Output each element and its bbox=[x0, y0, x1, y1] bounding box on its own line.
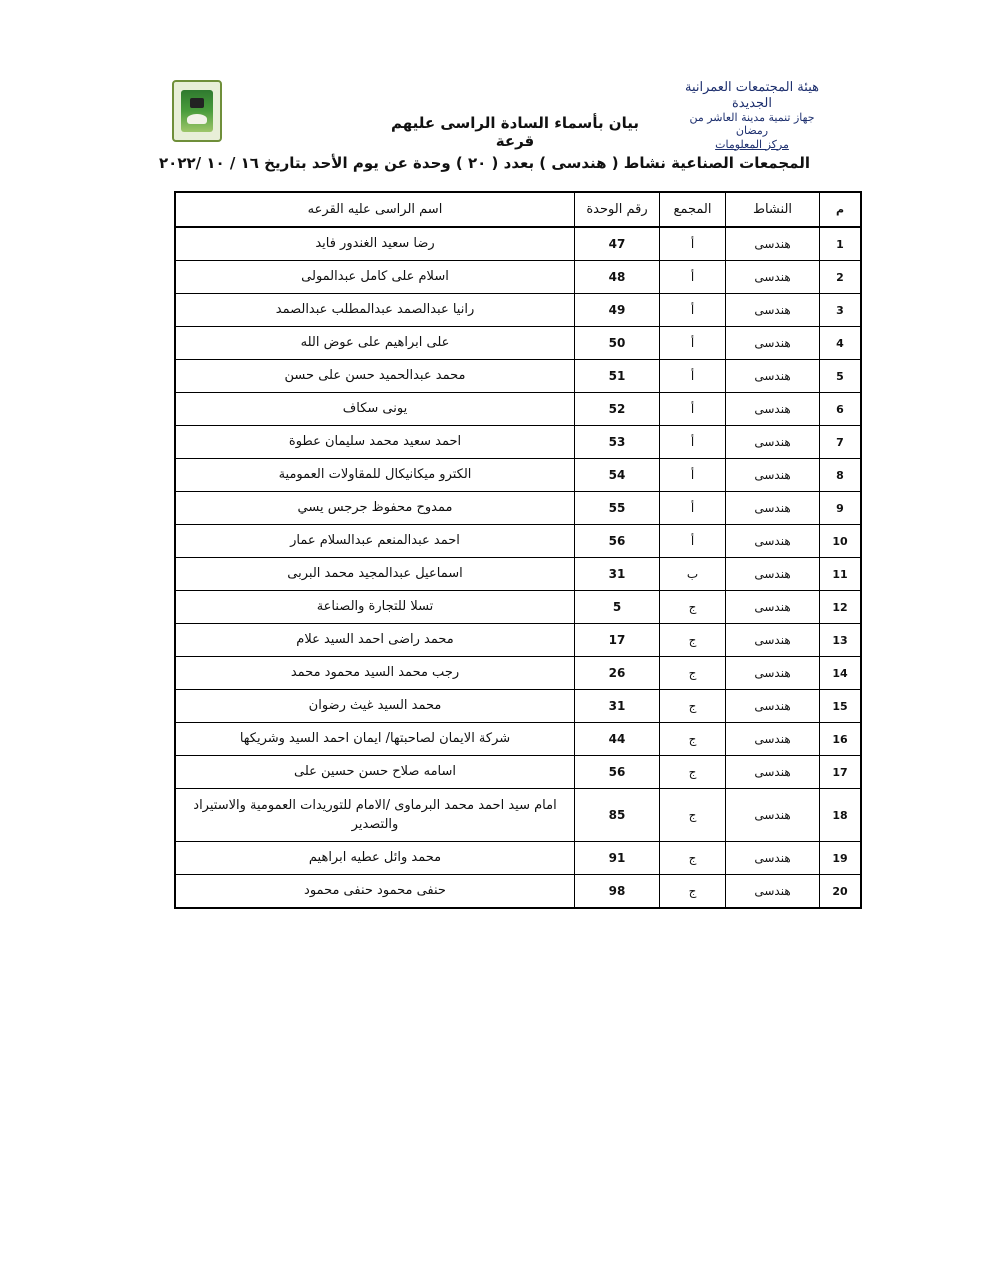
row-winner-name: شركة الايمان لصاحبتها/ ايمان احمد السيد وشريكها bbox=[175, 723, 575, 756]
row-winner-name: اسامه صلاح حسن حسين على bbox=[175, 756, 575, 789]
row-complex: ج bbox=[660, 875, 726, 909]
table-row bbox=[175, 723, 861, 756]
row-winner-name: محمد وائل عطيه ابراهيم bbox=[175, 842, 575, 875]
row-activity: هندسى bbox=[726, 558, 820, 591]
row-activity: هندسى bbox=[726, 591, 820, 624]
row-complex: ج bbox=[660, 723, 726, 756]
table-row bbox=[175, 227, 861, 261]
table-row bbox=[175, 294, 861, 327]
row-activity: هندسى bbox=[726, 789, 820, 842]
row-activity: هندسى bbox=[726, 842, 820, 875]
row-winner-name: اسلام على كامل عبدالمولى bbox=[175, 261, 575, 294]
row-activity: هندسى bbox=[726, 492, 820, 525]
table-row bbox=[175, 842, 861, 875]
row-activity: هندسى bbox=[726, 723, 820, 756]
row-complex: أ bbox=[660, 227, 726, 261]
row-index: 4 bbox=[820, 327, 862, 360]
row-unit-number: 31 bbox=[575, 558, 660, 591]
org-department: مركز المعلومات bbox=[715, 137, 789, 151]
row-complex: ج bbox=[660, 657, 726, 690]
row-index: 16 bbox=[820, 723, 862, 756]
row-unit-number: 52 bbox=[575, 393, 660, 426]
row-winner-name: امام سيد احمد محمد البرماوى /الامام للتوريدات العمومية والاستيراد والتصدير bbox=[175, 789, 575, 842]
table-row bbox=[175, 426, 861, 459]
row-complex: أ bbox=[660, 294, 726, 327]
row-complex: أ bbox=[660, 525, 726, 558]
row-index: 3 bbox=[820, 294, 862, 327]
row-complex: أ bbox=[660, 426, 726, 459]
row-unit-number: 98 bbox=[575, 875, 660, 909]
row-activity: هندسى bbox=[726, 294, 820, 327]
org-name: هيئة المجتمعات العمرانية الجديدة bbox=[685, 80, 819, 111]
row-winner-name: رضا سعيد الغندور فايد bbox=[175, 227, 575, 261]
table-row bbox=[175, 789, 861, 842]
row-index: 19 bbox=[820, 842, 862, 875]
row-unit-number: 44 bbox=[575, 723, 660, 756]
header-index: م bbox=[820, 192, 862, 227]
row-index: 20 bbox=[820, 875, 862, 909]
row-unit-number: 54 bbox=[575, 459, 660, 492]
row-winner-name: احمد عبدالمنعم عبدالسلام عمار bbox=[175, 525, 575, 558]
row-activity: هندسى bbox=[726, 690, 820, 723]
row-index: 5 bbox=[820, 360, 862, 393]
row-complex: أ bbox=[660, 393, 726, 426]
logo-emblem-icon bbox=[181, 90, 213, 132]
row-index: 13 bbox=[820, 624, 862, 657]
header-activity: النشاط bbox=[726, 192, 820, 227]
row-complex: ج bbox=[660, 690, 726, 723]
row-activity: هندسى bbox=[726, 360, 820, 393]
row-complex: ج bbox=[660, 624, 726, 657]
row-winner-name: يونى سكاف bbox=[175, 393, 575, 426]
row-unit-number: 85 bbox=[575, 789, 660, 842]
table-row bbox=[175, 492, 861, 525]
row-index: 18 bbox=[820, 789, 862, 842]
row-unit-number: 5 bbox=[575, 591, 660, 624]
row-unit-number: 31 bbox=[575, 690, 660, 723]
row-index: 11 bbox=[820, 558, 862, 591]
row-complex: ج bbox=[660, 789, 726, 842]
row-activity: هندسى bbox=[726, 227, 820, 261]
row-winner-name: احمد سعيد محمد سليمان عطوة bbox=[175, 426, 575, 459]
row-activity: هندسى bbox=[726, 261, 820, 294]
row-winner-name: محمد راضى احمد السيد علام bbox=[175, 624, 575, 657]
row-activity: هندسى bbox=[726, 756, 820, 789]
row-complex: ج bbox=[660, 591, 726, 624]
header-complex: المجمع bbox=[660, 192, 726, 227]
row-unit-number: 26 bbox=[575, 657, 660, 690]
row-index: 1 bbox=[820, 227, 862, 261]
row-winner-name: محمد السيد غيث رضوان bbox=[175, 690, 575, 723]
header-winner-name: اسم الراسى عليه القرعه bbox=[175, 192, 575, 227]
header-unit-number: رقم الوحدة bbox=[575, 192, 660, 227]
table-header-row bbox=[175, 192, 861, 227]
row-unit-number: 56 bbox=[575, 756, 660, 789]
row-winner-name: حنفى محمود حنفى محمود bbox=[175, 875, 575, 909]
row-index: 6 bbox=[820, 393, 862, 426]
row-activity: هندسى bbox=[726, 875, 820, 909]
table-row bbox=[175, 459, 861, 492]
row-winner-name: ممدوح محفوظ جرجس يسي bbox=[175, 492, 575, 525]
table-row bbox=[175, 327, 861, 360]
row-index: 7 bbox=[820, 426, 862, 459]
row-winner-name: تسلا للتجارة والصناعة bbox=[175, 591, 575, 624]
row-index: 12 bbox=[820, 591, 862, 624]
table-row bbox=[175, 657, 861, 690]
row-winner-name: اسماعيل عبدالمجيد محمد البربى bbox=[175, 558, 575, 591]
row-activity: هندسى bbox=[726, 657, 820, 690]
row-complex: أ bbox=[660, 327, 726, 360]
row-unit-number: 47 bbox=[575, 227, 660, 261]
row-index: 14 bbox=[820, 657, 862, 690]
row-complex: أ bbox=[660, 459, 726, 492]
row-activity: هندسى bbox=[726, 624, 820, 657]
row-unit-number: 49 bbox=[575, 294, 660, 327]
row-activity: هندسى bbox=[726, 426, 820, 459]
row-unit-number: 56 bbox=[575, 525, 660, 558]
row-complex: ب bbox=[660, 558, 726, 591]
row-index: 17 bbox=[820, 756, 862, 789]
row-index: 15 bbox=[820, 690, 862, 723]
page-subtitle: المجمعات الصناعية نشاط ( هندسى ) بعدد ( ٢٠ ) وحدة عن يوم الأحد بتاريخ ١٦ / ١٠ /٢٠٢٢ bbox=[159, 154, 810, 172]
table-row bbox=[175, 360, 861, 393]
row-unit-number: 17 bbox=[575, 624, 660, 657]
table-row bbox=[175, 261, 861, 294]
table-row bbox=[175, 525, 861, 558]
row-winner-name: رجب محمد السيد محمود محمد bbox=[175, 657, 575, 690]
row-complex: ج bbox=[660, 842, 726, 875]
row-complex: أ bbox=[660, 261, 726, 294]
row-index: 8 bbox=[820, 459, 862, 492]
table-row bbox=[175, 393, 861, 426]
table-row bbox=[175, 875, 861, 909]
row-winner-name: محمد عبدالحميد حسن على حسن bbox=[175, 360, 575, 393]
authority-logo bbox=[172, 80, 222, 142]
table-row bbox=[175, 591, 861, 624]
row-unit-number: 55 bbox=[575, 492, 660, 525]
row-complex: أ bbox=[660, 492, 726, 525]
row-unit-number: 53 bbox=[575, 426, 660, 459]
row-index: 9 bbox=[820, 492, 862, 525]
organization-header bbox=[682, 80, 822, 151]
row-winner-name: الكترو ميكانيكال للمقاولات العمومية bbox=[175, 459, 575, 492]
table-row bbox=[175, 756, 861, 789]
row-activity: هندسى bbox=[726, 393, 820, 426]
row-winner-name: رانيا عبدالصمد عبدالمطلب عبدالصمد bbox=[175, 294, 575, 327]
row-activity: هندسى bbox=[726, 525, 820, 558]
row-index: 2 bbox=[820, 261, 862, 294]
row-unit-number: 48 bbox=[575, 261, 660, 294]
table-row bbox=[175, 624, 861, 657]
org-city-agency: جهاز تنمية مدينة العاشر من رمضان bbox=[689, 111, 815, 138]
row-complex: أ bbox=[660, 360, 726, 393]
row-activity: هندسى bbox=[726, 327, 820, 360]
row-complex: ج bbox=[660, 756, 726, 789]
results-table bbox=[174, 191, 862, 909]
table-row bbox=[175, 558, 861, 591]
row-unit-number: 50 bbox=[575, 327, 660, 360]
row-unit-number: 51 bbox=[575, 360, 660, 393]
page-title: بيان بأسماء السادة الراسى عليهم قرعة bbox=[390, 114, 639, 150]
row-unit-number: 91 bbox=[575, 842, 660, 875]
row-activity: هندسى bbox=[726, 459, 820, 492]
row-index: 10 bbox=[820, 525, 862, 558]
table-row bbox=[175, 690, 861, 723]
row-winner-name: على ابراهيم على عوض الله bbox=[175, 327, 575, 360]
